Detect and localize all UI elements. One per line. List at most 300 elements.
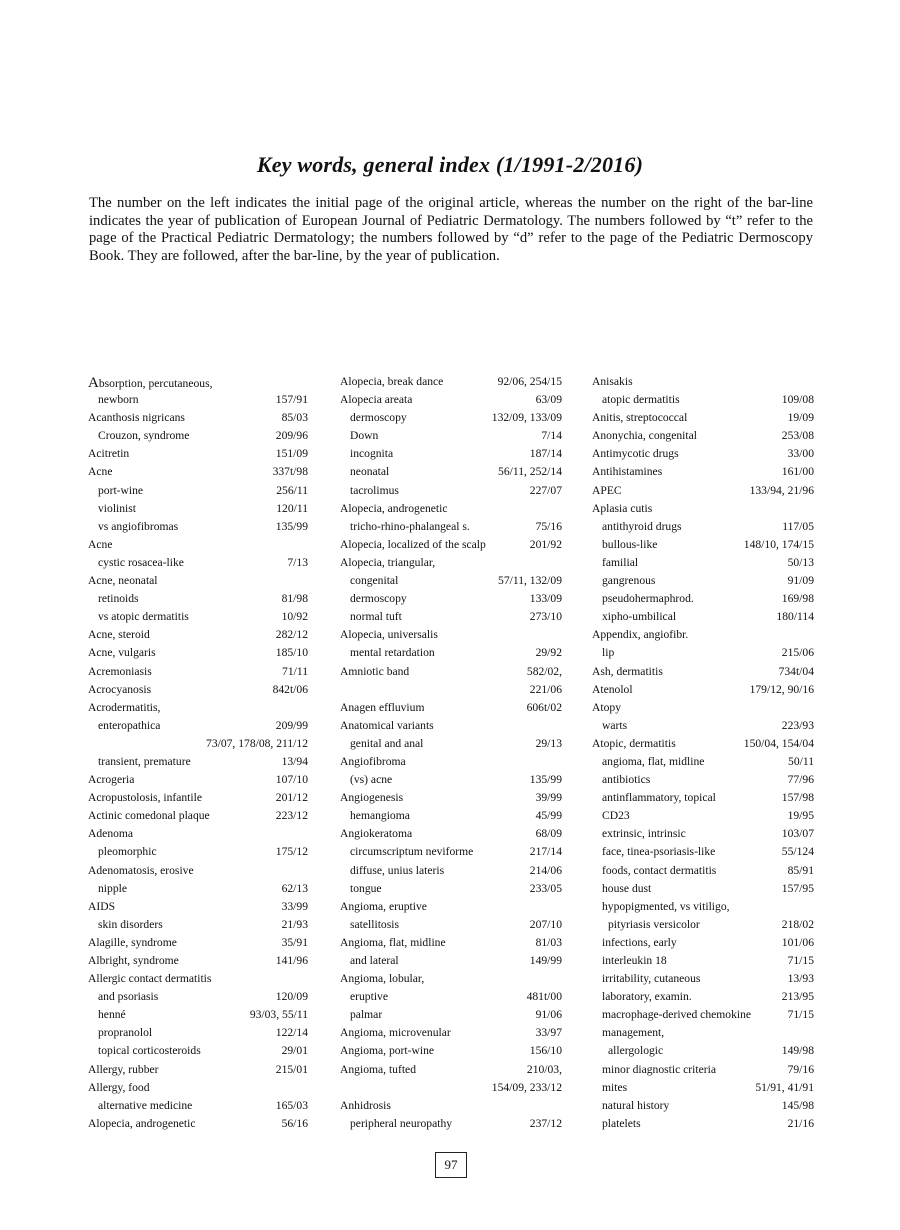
index-reference: 481t/00 (526, 990, 562, 1004)
index-entry (340, 845, 562, 863)
index-entry (88, 610, 308, 628)
index-term: atopic dermatitis (602, 393, 680, 407)
index-entry (88, 737, 308, 755)
index-column-3 (592, 375, 814, 1135)
index-entry (340, 538, 562, 556)
index-entry (592, 882, 814, 900)
index-reference: 151/09 (275, 447, 308, 461)
index-reference: 157/91 (275, 393, 308, 407)
index-term: Angiofibroma (340, 754, 406, 768)
index-entry (592, 502, 814, 520)
index-term: vs angiofibromas (98, 519, 179, 533)
index-entry (340, 701, 562, 719)
index-entry (592, 755, 814, 773)
index-reference: 122/14 (275, 1026, 308, 1040)
index-term: and lateral (350, 954, 399, 967)
index-term: Aplasia cutis (592, 501, 653, 515)
index-entry (592, 900, 814, 918)
index-entry (88, 882, 308, 900)
index-entry (592, 484, 814, 502)
index-term: cystic rosacea-like (98, 555, 184, 569)
index-reference: 157/95 (781, 881, 814, 895)
index-reference: 201/92 (529, 537, 562, 551)
index-term: Allergy, food (88, 1080, 150, 1094)
index-term: Alopecia, localized of the scalp (340, 537, 486, 551)
index-reference: 39/99 (535, 791, 562, 805)
index-entry (88, 502, 308, 520)
index-entry (592, 809, 814, 827)
index-entry (340, 447, 562, 465)
intro-paragraph: The number on the left indicates the initial page of the original article, whereas the number on the right of the bar-line indicates the year of publication of European Journal of Pediatric Dermatology. The numbers followed by “t” refer to the page of the Practical Pediatric Dermatology; the numbers followed by “d” refer to the page of the Pediatric Dermoscopy Book. They are followed, after the bar-line, by the year of publication. (89, 195, 813, 264)
index-reference: 273/10 (529, 610, 562, 624)
index-reference: 149/99 (529, 954, 562, 967)
index-reference: 161/00 (781, 465, 814, 479)
index-term: Acne, vulgaris (88, 646, 156, 660)
index-term: Angiogenesis (340, 791, 404, 805)
index-entry (340, 918, 562, 936)
index-reference: 7/14 (541, 429, 562, 443)
index-term: Alopecia, universalis (340, 628, 438, 642)
index-entry (592, 773, 814, 791)
index-term: retinoids (98, 592, 139, 606)
index-term: macrophage-derived chemokine (602, 1008, 752, 1022)
index-term: minor diagnostic criteria (602, 1062, 716, 1076)
index-term: Acne, neonatal (88, 574, 158, 588)
index-reference: 215/06 (781, 646, 814, 660)
index-entry (88, 1044, 308, 1062)
index-term: Angiokeratoma (340, 827, 413, 841)
index-term: normal tuft (350, 610, 402, 624)
index-term: bullous-like (602, 537, 658, 551)
index-term: Down (350, 429, 379, 443)
index-reference: 734t/04 (778, 664, 814, 678)
index-entry (592, 990, 814, 1008)
index-reference: 63/09 (535, 393, 562, 407)
index-reference: 150/04, 154/04 (743, 736, 814, 750)
index-entry (340, 665, 562, 683)
index-reference: 217/14 (529, 845, 562, 859)
index-term: antinflammatory, topical (602, 791, 716, 805)
index-reference: 141/96 (275, 954, 308, 967)
index-entry (88, 574, 308, 592)
index-reference: 13/93 (787, 972, 814, 986)
index-entry (88, 556, 308, 574)
index-term: Antimycotic drugs (592, 447, 679, 461)
index-reference: 218/02 (781, 917, 814, 931)
index-term: Anatomical variants (340, 718, 434, 732)
index-term: antibiotics (602, 773, 651, 787)
index-term: eruptive (350, 990, 388, 1004)
index-entry (592, 628, 814, 646)
index-reference: 148/10, 174/15 (743, 537, 814, 551)
index-entry (340, 1117, 562, 1135)
index-term: infections, early (602, 935, 677, 949)
index-reference: 256/11 (276, 483, 308, 497)
index-entry (592, 1081, 814, 1099)
index-entry (592, 375, 814, 393)
index-term: tongue (350, 881, 382, 895)
index-entry (340, 737, 562, 755)
index-term: Acropustolosis, infantile (88, 791, 202, 805)
index-term: Alopecia, androgenetic (88, 1116, 196, 1130)
index-entry (592, 447, 814, 465)
index-term: Atopy (592, 700, 621, 714)
index-term: dermoscopy (350, 592, 407, 606)
index-entry (592, 1117, 814, 1135)
index-term: allergologic (608, 1044, 664, 1058)
index-reference: 50/11 (788, 754, 814, 768)
index-term: Crouzon, syndrome (98, 429, 190, 443)
index-entry (88, 538, 308, 556)
index-term: satellitosis (350, 917, 399, 931)
index-reference: 109/08 (781, 393, 814, 407)
index-entry (592, 610, 814, 628)
index-reference: 282/12 (275, 628, 308, 642)
index-reference: 107/10 (275, 773, 308, 787)
index-reference: 214/06 (529, 863, 562, 877)
index-entry (340, 827, 562, 845)
index-reference: 91/09 (787, 574, 814, 588)
index-term: mites (602, 1080, 628, 1094)
index-term: and psoriasis (98, 990, 159, 1004)
index-term: interleukin 18 (602, 954, 667, 967)
index-entry (340, 465, 562, 483)
index-entry (340, 990, 562, 1008)
index-reference: 103/07 (781, 827, 814, 841)
index-term: face, tinea-psoriasis-like (602, 845, 716, 859)
index-reference: 606t/02 (526, 700, 562, 714)
index-entry (340, 755, 562, 773)
index-entry (340, 646, 562, 664)
index-entry (88, 827, 308, 845)
index-reference: 842t/06 (272, 682, 308, 696)
index-reference: 50/13 (787, 555, 814, 569)
index-reference: 154/09, 233/12 (491, 1080, 562, 1094)
index-reference: 227/07 (529, 483, 562, 497)
index-term: Antihistamines (592, 465, 663, 479)
index-entry (592, 972, 814, 990)
index-entry (592, 737, 814, 755)
index-term: antithyroid drugs (602, 519, 682, 533)
index-term: extrinsic, intrinsic (602, 827, 686, 841)
index-term: Absorption, percutaneous, (88, 375, 213, 391)
index-title: Key words, general index (1/1991-2/2016) (256, 152, 644, 177)
index-entry (88, 936, 308, 954)
index-entry (88, 990, 308, 1008)
index-term: Anonychia, congenital (592, 429, 697, 443)
index-reference: 71/11 (282, 664, 308, 678)
index-entry (88, 773, 308, 791)
index-entry (592, 520, 814, 538)
index-entry (592, 411, 814, 429)
index-term: Alopecia, break dance (340, 375, 444, 388)
index-reference: 10/92 (281, 610, 308, 624)
index-reference: 185/10 (275, 646, 308, 660)
index-term: hypopigmented, vs vitiligo, (602, 899, 730, 913)
index-term: circumscriptum neviforme (350, 845, 474, 859)
index-term: vs atopic dermatitis (98, 610, 189, 624)
index-reference: 13/94 (281, 754, 308, 768)
index-term: henné (98, 1008, 126, 1022)
index-entry (340, 791, 562, 809)
index-entry (592, 719, 814, 737)
index-term: port-wine (98, 483, 144, 497)
index-reference: 210/03, (526, 1062, 562, 1076)
index-term: propranolol (98, 1026, 153, 1040)
index-term: Atenolol (592, 682, 633, 696)
index-reference: 75/16 (535, 519, 562, 533)
index-reference: 91/06 (535, 1008, 562, 1022)
index-entry (592, 429, 814, 447)
index-reference: 62/13 (281, 881, 308, 895)
index-reference: 175/12 (275, 845, 308, 859)
index-reference: 7/13 (287, 555, 308, 569)
index-reference: 81/03 (535, 935, 562, 949)
index-term: topical corticosteroids (98, 1044, 201, 1058)
index-term: Acne (88, 537, 113, 551)
index-entry (592, 1026, 814, 1044)
index-term: Acrogeria (88, 773, 135, 787)
index-reference: 117/05 (782, 519, 814, 533)
index-entry (88, 393, 308, 411)
index-entry (88, 646, 308, 664)
index-entry (340, 429, 562, 447)
index-term: diffuse, unius lateris (350, 863, 445, 877)
index-entry (340, 1081, 562, 1099)
index-entry (88, 484, 308, 502)
index-entry (340, 864, 562, 882)
index-term: house dust (602, 881, 652, 895)
index-reference: 187/14 (529, 447, 562, 461)
index-entry (88, 665, 308, 683)
index-term: Ash, dermatitis (592, 664, 663, 678)
index-entry (88, 719, 308, 737)
index-reference: 209/99 (275, 718, 308, 732)
index-entry (592, 701, 814, 719)
index-entry (592, 538, 814, 556)
index-term: Appendix, angiofibr. (592, 628, 689, 642)
index-term: Allergy, rubber (88, 1062, 159, 1076)
index-entry (88, 628, 308, 646)
index-term: pleomorphic (98, 845, 157, 859)
index-entry (592, 646, 814, 664)
index-term: transient, premature (98, 754, 191, 768)
index-entry (592, 1044, 814, 1062)
index-term: Acne (88, 465, 113, 479)
index-term: peripheral neuropathy (350, 1116, 453, 1130)
index-reference: 221/06 (529, 682, 562, 696)
index-term: xipho-umbilical (602, 610, 677, 624)
index-entry (340, 954, 562, 972)
index-entry (88, 900, 308, 918)
index-reference: 81/98 (281, 592, 308, 606)
index-term: (vs) acne (350, 773, 393, 787)
index-reference: 29/92 (535, 646, 562, 660)
index-entry (340, 809, 562, 827)
index-entry (592, 845, 814, 863)
index-entry (340, 882, 562, 900)
index-reference: 73/07, 178/08, 211/12 (206, 736, 308, 750)
index-entry (592, 936, 814, 954)
index-entry (340, 592, 562, 610)
index-term: Amniotic band (340, 664, 410, 678)
index-term: Alopecia, triangular, (340, 555, 436, 569)
index-entry (88, 411, 308, 429)
index-entry (88, 375, 308, 393)
index-entry (340, 936, 562, 954)
index-term: violinist (98, 501, 137, 515)
index-term: genital and anal (350, 736, 424, 750)
index-reference: 92/06, 254/15 (497, 375, 562, 388)
index-term: Acne, steroid (88, 628, 150, 642)
index-term: Anitis, streptococcal (592, 411, 688, 425)
index-reference: 45/99 (535, 809, 562, 823)
index-reference: 77/96 (787, 773, 814, 787)
index-reference: 223/12 (275, 809, 308, 823)
index-term: AIDS (88, 899, 116, 913)
index-entry (88, 1008, 308, 1026)
index-entry (592, 592, 814, 610)
index-entry (88, 864, 308, 882)
index-reference: 68/09 (535, 827, 562, 841)
index-reference: 207/10 (529, 917, 562, 931)
index-reference: 21/93 (281, 917, 308, 931)
index-entry (592, 465, 814, 483)
index-term: Angioma, lobular, (340, 972, 425, 986)
index-entry (88, 683, 308, 701)
index-term: newborn (98, 393, 139, 407)
index-term: neonatal (350, 465, 390, 479)
index-term: gangrenous (602, 574, 656, 588)
index-entry (340, 393, 562, 411)
index-term: tricho-rhino-phalangeal s. (350, 519, 470, 533)
index-term: platelets (602, 1116, 641, 1130)
index-reference: 51/91, 41/91 (755, 1080, 814, 1094)
index-entry (88, 701, 308, 719)
index-reference: 213/95 (781, 990, 814, 1004)
index-term: pseudohermaphrod. (602, 592, 694, 606)
index-reference: 215/01 (275, 1062, 308, 1076)
index-reference: 93/03, 55/11 (249, 1008, 308, 1022)
index-reference: 209/96 (275, 429, 308, 443)
page-number: 97 (435, 1152, 467, 1178)
index-reference: 71/15 (787, 1008, 814, 1022)
index-entry (88, 1026, 308, 1044)
index-term: palmar (350, 1008, 383, 1022)
index-entry (340, 610, 562, 628)
index-term: laboratory, examin. (602, 990, 692, 1004)
index-term: lip (602, 646, 615, 660)
index-term: Alopecia, androgenetic (340, 501, 448, 515)
index-entry (340, 900, 562, 918)
index-reference: 157/98 (781, 791, 814, 805)
index-term: Alagille, syndrome (88, 935, 177, 949)
index-reference: 71/15 (787, 954, 814, 967)
index-entry (592, 556, 814, 574)
index-reference: 165/03 (275, 1098, 308, 1112)
index-term: familial (602, 555, 639, 569)
index-entry (88, 809, 308, 827)
index-entry (88, 465, 308, 483)
index-reference: 21/16 (787, 1116, 814, 1130)
index-entry (340, 1044, 562, 1062)
index-reference: 582/02, (526, 664, 562, 678)
index-term: Angioma, port-wine (340, 1044, 435, 1058)
index-entry (88, 791, 308, 809)
index-term: CD23 (602, 809, 630, 823)
index-reference: 35/91 (281, 935, 308, 949)
index-entry (592, 574, 814, 592)
index-reference: 19/95 (787, 809, 814, 823)
index-term: warts (602, 718, 628, 732)
index-entry (88, 845, 308, 863)
index-entry (340, 411, 562, 429)
index-reference: 29/13 (535, 736, 562, 750)
index-reference: 337t/98 (272, 465, 308, 479)
index-reference: 85/03 (281, 411, 308, 425)
index-reference: 179/12, 90/16 (749, 682, 814, 696)
index-entry (88, 954, 308, 972)
index-reference: 120/11 (276, 501, 308, 515)
index-reference: 135/99 (529, 773, 562, 787)
index-entry (592, 1063, 814, 1081)
index-entry (592, 1099, 814, 1117)
index-entry (88, 447, 308, 465)
index-term: Allergic contact dermatitis (88, 972, 212, 986)
index-term: Actinic comedonal plaque (88, 809, 210, 823)
index-reference: 120/09 (275, 990, 308, 1004)
index-entry (592, 665, 814, 683)
index-column-1 (88, 375, 308, 1135)
index-term: angioma, flat, midline (602, 754, 705, 768)
index-term: Angioma, microvenular (340, 1026, 451, 1040)
index-term: Atopic, dermatitis (592, 736, 676, 750)
index-reference: 56/11, 252/14 (498, 465, 562, 479)
index-reference: 101/06 (781, 935, 814, 949)
index-term: management, (602, 1026, 665, 1040)
index-term: natural history (602, 1098, 670, 1112)
index-term: hemangioma (350, 809, 410, 823)
index-reference: 201/12 (275, 791, 308, 805)
index-reference: 19/09 (787, 411, 814, 425)
index-entry (340, 556, 562, 574)
index-term: Acrocyanosis (88, 682, 152, 696)
index-entry (88, 1099, 308, 1117)
index-reference: 29/01 (281, 1044, 308, 1058)
index-term: Adenoma (88, 827, 134, 841)
index-reference: 33/00 (787, 447, 814, 461)
index-entry (340, 972, 562, 990)
index-term: alternative medicine (98, 1098, 193, 1112)
index-reference: 135/99 (275, 519, 308, 533)
index-term: skin disorders (98, 917, 163, 931)
index-entry (88, 1117, 308, 1135)
index-entry (88, 429, 308, 447)
index-entry (340, 1063, 562, 1081)
index-reference: 85/91 (787, 863, 814, 877)
index-entry (88, 918, 308, 936)
index-reference: 149/98 (781, 1044, 814, 1058)
index-reference: 33/99 (281, 899, 308, 913)
index-term: Anisakis (592, 375, 633, 388)
index-term: Anhidrosis (340, 1098, 391, 1112)
index-term: incognita (350, 447, 394, 461)
index-term: Angioma, tufted (340, 1062, 416, 1076)
index-entry (592, 791, 814, 809)
index-term: foods, contact dermatitis (602, 863, 717, 877)
index-reference: 180/114 (776, 610, 814, 624)
index-term: pityriasis versicolor (608, 917, 700, 931)
